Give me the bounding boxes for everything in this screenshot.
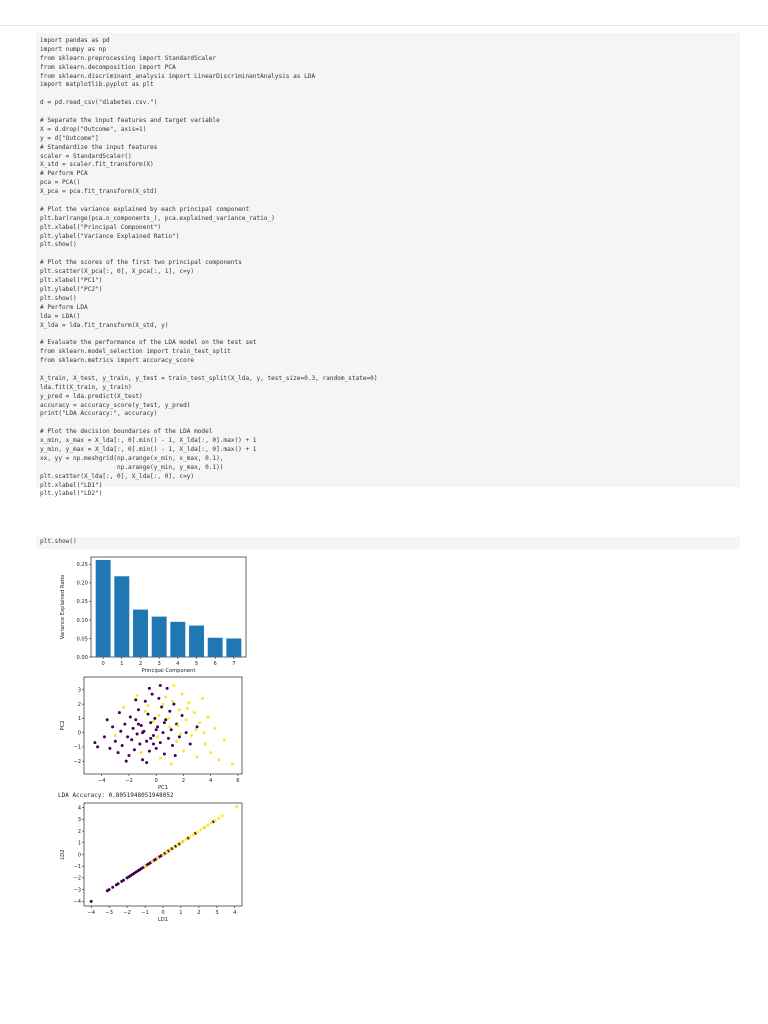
scatter-point [114, 734, 117, 737]
scatter-point [172, 846, 175, 849]
x-tick-label: 3 [157, 661, 161, 667]
code-line [40, 90, 740, 99]
code-line: # Plot the variance explained by each principal component [40, 205, 250, 213]
scatter-point [130, 738, 133, 741]
scatter-point [106, 718, 109, 721]
scatter-point [156, 725, 159, 728]
x-axis-label: Principal Component [141, 668, 196, 673]
scatter-point [168, 710, 171, 713]
scatter-point [152, 720, 155, 723]
scatter-point [166, 687, 169, 690]
code-line: X_std = scaler.fit_transform(X) [40, 161, 154, 169]
scatter-point [90, 900, 93, 903]
y-tick-label: 0.20 [76, 580, 88, 587]
x-tick-label: −4 [97, 778, 106, 784]
scatter-point [155, 728, 158, 731]
y-tick-label: 0 [77, 852, 81, 859]
scatter-point [178, 708, 181, 711]
bar [170, 622, 185, 657]
x-axis-label: PC1 [157, 785, 169, 791]
y-tick-label: 0.10 [76, 617, 88, 624]
code-line: plt.ylabel("LD2") [40, 490, 103, 498]
code-line: y = d["Outcome"] [40, 134, 99, 142]
scatter-point [163, 721, 166, 724]
scatter-point [185, 718, 188, 721]
scatter-point [141, 731, 144, 734]
y-tick-label: −1 [73, 744, 81, 751]
x-tick-label: 3 [215, 910, 219, 916]
scatter-point [178, 735, 181, 738]
scatter-point [185, 731, 188, 734]
scatter-point [129, 715, 132, 718]
scatter-point [151, 693, 154, 696]
scatter-point [138, 743, 141, 746]
scatter-point [170, 728, 173, 731]
y-tick-label: 0.25 [76, 562, 88, 569]
x-tick-label: 1 [179, 910, 183, 916]
y-tick-label: 3 [77, 817, 81, 824]
x-tick-label: 2 [181, 778, 186, 784]
y-tick-label: −1 [73, 864, 81, 871]
code-line: xx, yy = np.meshgrid(np.arange(x_min, x_max, 0.1), [40, 454, 224, 462]
bar-chart-variance [56, 553, 252, 673]
scatter-point [114, 740, 117, 743]
code-line: # Plot the scores of the first two principal components [40, 259, 242, 267]
scatter-point [181, 714, 184, 717]
scatter-point [188, 835, 191, 838]
code-line: from sklearn.discriminant_analysis import LinearDiscriminantAnalysis as LDA [40, 72, 316, 80]
scatter-point [153, 717, 156, 720]
x-tick-label: 7 [232, 661, 236, 667]
scatter-chart-lda [56, 800, 252, 922]
y-tick-label: 1 [77, 840, 81, 847]
scatter-point [181, 840, 184, 843]
code-line: # Perform LDA [40, 303, 88, 311]
code-line: plt.xlabel("LD1") [40, 481, 103, 489]
y-tick-label: 0 [77, 730, 81, 737]
code-line [40, 250, 740, 259]
code-line: scaler = StandardScaler() [40, 152, 132, 160]
bar [152, 617, 167, 657]
x-tick-label: 0 [101, 661, 105, 667]
y-tick-label: 0.05 [76, 636, 88, 643]
code-line: import pandas as pd [40, 37, 110, 44]
scatter-point [193, 711, 196, 714]
code-line [40, 197, 740, 206]
scatter-point [172, 684, 175, 687]
scatter-point [122, 879, 125, 882]
code-line: plt.xlabel("PC1") [40, 277, 103, 285]
scatter-point [187, 701, 190, 704]
code-editor-1[interactable] [36, 33, 740, 499]
scatter-point [156, 735, 159, 738]
scatter-point [103, 735, 106, 738]
scatter-point [108, 747, 111, 750]
bar [133, 610, 148, 657]
scatter-point [148, 750, 151, 753]
scatter-point [221, 814, 224, 817]
bar [189, 626, 204, 657]
scatter-point [192, 833, 195, 836]
code-line: from sklearn.preprocessing import StandardScaler [40, 54, 217, 62]
scatter-point [149, 721, 152, 724]
scatter-point [171, 744, 174, 747]
scatter-point [206, 715, 209, 718]
scatter-point [209, 751, 212, 754]
code-line: X_pca = pca.fit_transform(X_std) [40, 188, 158, 196]
scatter-point [203, 826, 206, 829]
code-line: # Evaluate the performance of the LDA model on the test set [40, 339, 257, 347]
scatter-point [164, 718, 167, 721]
scatter-point [147, 704, 150, 707]
scatter-point [155, 747, 158, 750]
code-line: # Perform PCA [40, 170, 88, 178]
y-tick-label: −2 [73, 758, 81, 765]
scatter-point [168, 725, 171, 728]
y-tick-label: 4 [77, 805, 81, 812]
scatter-point [132, 727, 135, 730]
scatter-point [223, 738, 226, 741]
code-line: from sklearn.decomposition import PCA [40, 63, 176, 71]
scatter-point [164, 695, 167, 698]
scatter-point [137, 708, 140, 711]
code-line: pca = PCA() [40, 179, 81, 187]
code-line [40, 330, 740, 339]
scatter-point [108, 888, 111, 891]
scatter-point [162, 703, 165, 706]
scatter-point [137, 723, 140, 726]
scatter-point [152, 743, 155, 746]
scatter-point [93, 741, 96, 744]
x-tick-label: 6 [236, 778, 240, 784]
code-line: X_lda = lda.fit_transform(X_std, y) [40, 321, 169, 329]
x-tick-label: 4 [233, 910, 237, 916]
scatter-point [149, 737, 152, 740]
scatter-point [147, 713, 150, 716]
plot-frame [91, 557, 246, 657]
code-line: X_train, X_test, y_train, y_test = train_test_split(X_lda, y, test_size=0.3, random_state=0) [40, 374, 378, 382]
y-axis-label: Variance Explained Ratio [60, 574, 66, 640]
scatter-point [196, 755, 199, 758]
scatter-point [140, 751, 143, 754]
scatter-point [157, 714, 160, 717]
code-line: # Standardize the input features [40, 143, 158, 151]
scatter-point [167, 717, 170, 720]
code-line: import matplotlib.pyplot as plt [40, 81, 154, 89]
y-tick-label: 3 [77, 687, 81, 694]
scatter-point [170, 763, 173, 766]
x-tick-label: −3 [105, 910, 113, 916]
scatter-point [145, 740, 148, 743]
scatter-point [160, 705, 163, 708]
scatter-point [199, 828, 202, 831]
x-tick-label: 2 [197, 910, 201, 916]
x-tick-label: −1 [141, 910, 149, 916]
code-line: plt.scatter(X_pca[:, 0], X_pca[:, 1], c=y) [40, 268, 195, 276]
y-tick-label: 2 [77, 828, 81, 835]
scatter-point [126, 735, 129, 738]
x-tick-label: 2 [138, 661, 143, 667]
code-line: lda = LDA() [40, 312, 81, 320]
scatter-point [174, 754, 177, 757]
scatter-point [167, 737, 170, 740]
scatter-point [190, 734, 193, 737]
scatter-point [121, 744, 124, 747]
code-line: plt.ylabel("Variance Explained Ratio") [40, 232, 180, 240]
scatter-point [111, 886, 114, 889]
scatter-point [189, 743, 192, 746]
scatter-point [144, 710, 147, 713]
code-line: y_min, y_max = X_lda[:, 0].min() - 1, X_lda[:, 0].max() + 1 [40, 445, 257, 453]
scatter-point [163, 753, 166, 756]
scatter-point [159, 757, 162, 760]
x-tick-label: −2 [123, 910, 131, 916]
x-tick-label: 4 [176, 661, 180, 667]
code-line: np.arange(y_min, y_max, 0.1)) [40, 463, 224, 471]
scatter-point [206, 824, 209, 827]
code-line: # Plot the decision boundaries of the LDA model [40, 428, 213, 436]
scatter-point [175, 740, 178, 743]
x-tick-label: 0 [161, 910, 165, 916]
code-line: plt.show() [40, 241, 77, 249]
scatter-chart-pca [56, 674, 252, 792]
scatter-point [125, 760, 128, 763]
scatter-point [176, 844, 179, 847]
x-tick-label: 1 [120, 661, 124, 667]
code-line: plt.show() [40, 538, 77, 545]
scatter-point [117, 751, 120, 754]
scatter-point [204, 743, 207, 746]
bar [208, 638, 223, 657]
scatter-point [133, 748, 136, 751]
code-cell-1[interactable] [36, 33, 740, 498]
code-editor-2[interactable] [36, 537, 740, 547]
scatter-point [117, 882, 120, 885]
scatter-point [144, 865, 147, 868]
scatter-point [141, 758, 144, 761]
scatter-point [231, 763, 234, 766]
lda-accuracy-output: LDA Accuracy: 0.8051948051948052 [58, 792, 174, 799]
scatter-point [171, 700, 174, 703]
scatter-point [165, 851, 168, 854]
scatter-point [179, 733, 182, 736]
scatter-point [185, 838, 188, 841]
code-line [40, 419, 740, 428]
scatter-point [159, 741, 162, 744]
scatter-point [214, 819, 217, 822]
scatter-point [194, 728, 197, 731]
scatter-point [202, 731, 205, 734]
code-cell-2[interactable] [36, 537, 740, 549]
scatter-point [156, 857, 159, 860]
x-tick-label: 5 [194, 661, 199, 667]
scatter-point [217, 817, 220, 820]
top-divider [0, 25, 768, 26]
code-line: lda.fit(X_train, y_train) [40, 383, 132, 391]
scatter-point [123, 723, 126, 726]
x-tick-label: 6 [213, 661, 217, 667]
y-tick-label: −2 [73, 875, 81, 882]
x-tick-label: −2 [125, 778, 133, 784]
scatter-point [201, 697, 204, 700]
scatter-point [145, 761, 148, 764]
scatter-point [159, 684, 162, 687]
scatter-point [111, 725, 114, 728]
scatter-point [217, 758, 220, 761]
y-tick-label: 0.00 [76, 654, 88, 661]
code-line [40, 108, 740, 117]
scatter-point [235, 805, 238, 808]
scatter-point [96, 745, 99, 748]
scatter-point [169, 848, 172, 851]
scatter-point [122, 705, 125, 708]
scatter-point [148, 687, 151, 690]
y-axis-label: PC2 [60, 720, 66, 731]
scatter-point [157, 697, 160, 700]
y-tick-label: −4 [73, 899, 81, 906]
code-line: from sklearn.model_selection import train_test_split [40, 348, 231, 356]
x-tick-label: 4 [209, 778, 213, 784]
code-line: # Separate the input features and target variable [40, 117, 220, 125]
x-tick-label: −4 [87, 910, 96, 916]
scatter-point [118, 711, 121, 714]
y-tick-label: 0.15 [76, 599, 88, 606]
y-tick-label: 1 [77, 716, 81, 723]
x-axis-label: LD1 [157, 917, 169, 922]
scatter-point [181, 693, 184, 696]
code-line: plt.xlabel("Principal Component") [40, 223, 162, 231]
bar [96, 560, 111, 657]
code-line: d = pd.read_csv("diabetes.csv.") [40, 99, 158, 107]
x-tick-label: 0 [154, 778, 158, 784]
scatter-point [162, 731, 165, 734]
scatter-point [210, 821, 213, 824]
code-line: X = d.drop("Outcome", axis=1) [40, 125, 147, 133]
bar [114, 576, 129, 657]
scatter-point [134, 718, 137, 721]
code-line: plt.show() [40, 294, 77, 302]
code-line: print("LDA Accuracy:", accuracy) [40, 410, 158, 418]
scatter-point [140, 724, 143, 727]
scatter-point [182, 750, 185, 753]
scatter-point [176, 724, 179, 727]
code-line: accuracy = accuracy_score(y_test, y_pred) [40, 401, 191, 409]
scatter-point [196, 831, 199, 834]
code-line: plt.scatter(X_lda[:, 0], X_lda[:, 0], c=y) [40, 472, 195, 480]
y-tick-label: −3 [73, 887, 81, 894]
scatter-point [186, 707, 189, 710]
scatter-point [198, 721, 201, 724]
code-line: y_pred = lda.predict(X_test) [40, 392, 143, 400]
scatter-point [152, 734, 155, 737]
scatter-point [144, 700, 147, 703]
scatter-point [172, 703, 175, 706]
code-line: from sklearn.metrics import accuracy_score [40, 357, 195, 365]
scatter-point [119, 730, 122, 733]
y-axis-label: LD2 [60, 849, 66, 860]
code-line: x_min, x_max = X_lda[:, 0].min() - 1, X_lda[:, 0].max() + 1 [40, 437, 257, 445]
y-tick-label: 2 [77, 701, 81, 708]
bar [226, 638, 241, 657]
code-line: plt.ylabel("PC2") [40, 285, 103, 293]
scatter-point [151, 860, 154, 863]
scatter-point [134, 698, 137, 701]
code-line [40, 366, 740, 375]
scatter-point [213, 727, 216, 730]
scatter-point [136, 694, 139, 697]
code-line: import numpy as np [40, 45, 107, 53]
scatter-point [162, 853, 165, 856]
scatter-point [196, 725, 199, 728]
scatter-point [136, 733, 139, 736]
code-line: plt.bar(range(pca.n_components_), pca.explained_variance_ratio_) [40, 214, 275, 222]
scatter-point [127, 754, 130, 757]
